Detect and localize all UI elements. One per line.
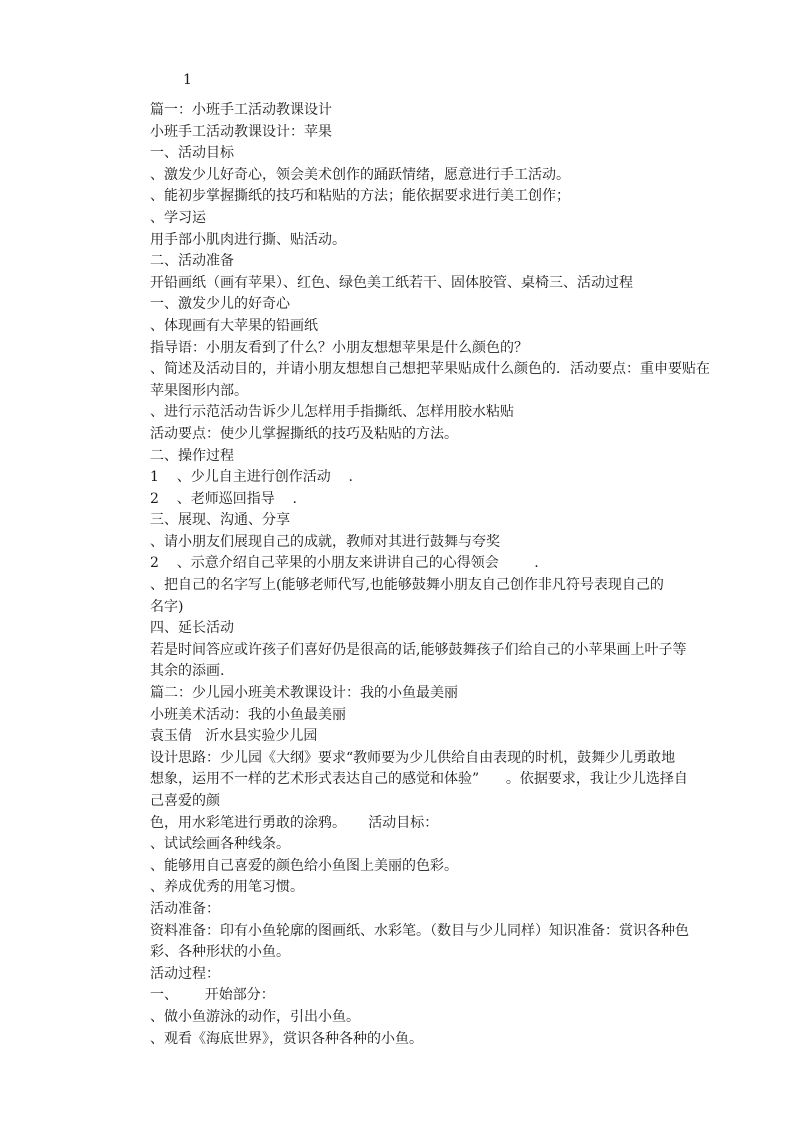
- text-line: 、能初步掌握撕纸的技巧和粘贴的方法；能依据要求进行美工创作；: [150, 188, 570, 205]
- text-line: 、学习运: [150, 209, 206, 226]
- text-line: 开铅画纸（画有苹果）、红色、绿色美工纸若干、固体胶管、桌椅三、活动过程: [150, 274, 633, 291]
- text-line: 、做小鱼游泳的动作，引出小鱼。: [150, 1008, 360, 1025]
- text-line: 指导语：小朋友看到了什么？小朋友想想苹果是什么颜色的？: [150, 339, 528, 356]
- text-line: 、观看《海底世界》，赏识各种各种的小鱼。: [150, 1030, 423, 1047]
- text-line: 色，用水彩笔进行勇敢的涂鸦。 活动目标：: [150, 814, 439, 831]
- text-line: 活动过程：: [150, 965, 220, 982]
- text-line: 袁玉倩 沂水县实验少儿园: [150, 728, 318, 745]
- text-line: 设计思路：少儿园《大纲》要求“教师要为少儿供给自由表现的时机，鼓舞少儿勇敢地: [150, 749, 676, 766]
- text-line: 小班手工活动教课设计：苹果: [150, 123, 332, 140]
- text-line: 二、操作过程: [150, 447, 234, 464]
- text-line: 、试试绘画各种线条。: [150, 836, 290, 853]
- text-line: 篇一：小班手工活动教课设计: [150, 102, 332, 118]
- text-line: 1 、少儿自主进行创作活动 .: [150, 469, 353, 486]
- text-line: 小班美术活动：我的小鱼最美丽: [150, 706, 346, 723]
- text-line: 、简述及活动目的，并请小朋友想想自己想把苹果贴成什么颜色的．活动要点：重申要贴在: [150, 361, 710, 378]
- text-line: 、进行示范活动告诉少儿怎样用手指撕纸、怎样用胶水粘贴: [150, 404, 514, 421]
- text-line: 苹果图形内部。: [150, 382, 248, 399]
- text-line: 、把自己的名字写上(能够老师代写,也能够鼓舞小朋友自己创作非凡符号表现自己的: [150, 577, 664, 594]
- text-line: 三、展现、沟通、分享: [150, 512, 290, 529]
- text-line: 活动准备：: [150, 900, 220, 917]
- text-line: 、请小朋友们展现自己的成就，教师对其进行鼓舞与夸奖: [150, 533, 500, 550]
- text-line: 2 、示意介绍自己苹果的小朋友来讲讲自己的心得领会 .: [150, 555, 539, 572]
- text-line: 二、活动准备: [150, 253, 234, 270]
- text-line: 资料准备：印有小鱼轮廓的图画纸、水彩笔。（数目与少儿同样）知识准备：赏识各种色: [150, 922, 689, 939]
- text-line: 己喜爱的颜: [150, 793, 220, 809]
- text-line: 其余的添画.: [150, 663, 225, 680]
- text-line: 若是时间答应或许孩子们喜好仍是很高的话,能够鼓舞孩子们给自己的小苹果画上叶子等: [150, 641, 687, 658]
- text-line: 想象，运用不一样的艺术形式表达自己的感觉和体验” 。依据要求，我让少儿选择自: [150, 771, 688, 788]
- text-line: 、能够用自己喜爱的颜色给小鱼图上美丽的色彩。: [150, 857, 458, 874]
- text-line: 活动要点：使少儿掌握撕纸的技巧及粘贴的方法。: [150, 425, 458, 442]
- document-body: [150, 100, 780, 1050]
- text-line: 用手部小肌肉进行撕、贴活动。: [150, 231, 346, 248]
- text-line: 、养成优秀的用笔习惯。: [150, 879, 304, 896]
- text-line: 名字): [150, 598, 184, 615]
- text-line: 、体现画有大苹果的铅画纸: [150, 317, 318, 334]
- text-line: 篇二：少儿园小班美术教课设计：我的小鱼最美丽: [150, 685, 458, 702]
- text-line: 一、活动目标: [150, 145, 234, 162]
- page-number: 1: [183, 72, 192, 88]
- text-line: 一、激发少儿的好奇心: [150, 296, 290, 313]
- text-line: 彩、各种形状的小鱼。: [150, 944, 290, 961]
- text-line: 、激发少儿好奇心，领会美术创作的踊跃情绪，愿意进行手工活动。: [150, 166, 570, 183]
- text-line: 四、延长活动: [150, 620, 234, 637]
- text-line: 2 、老师巡回指导 .: [150, 490, 297, 507]
- text-line: 一、 开始部分：: [150, 987, 275, 1004]
